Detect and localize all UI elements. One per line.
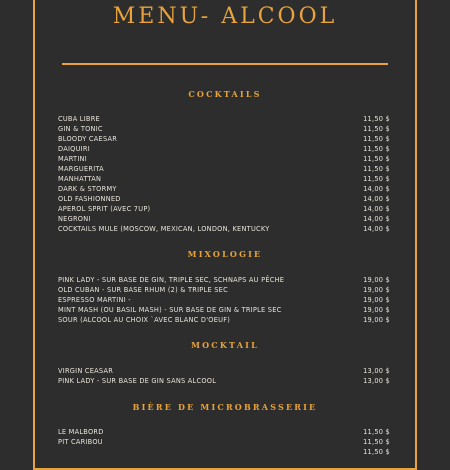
- item-price: 11,50 $: [363, 135, 390, 143]
- section-title-cocktails: COCKTAILS: [188, 89, 262, 99]
- menu-item: [58, 437, 390, 447]
- item-price: 14,00 $: [363, 205, 390, 213]
- menu-item: [58, 315, 390, 325]
- cocktails-list: [58, 114, 390, 234]
- menu-item: [58, 204, 390, 214]
- item-price: 13,00 $: [363, 367, 390, 375]
- menu-item: [58, 124, 390, 134]
- menu-item: [58, 305, 390, 315]
- item-price: 11,50 $: [363, 428, 390, 436]
- item-name: APEROL SPRIT (AVEC 7UP): [58, 205, 151, 213]
- item-name: PINK LADY - SUR BASE DE GIN, TRIPLE SEC, SCHNAPS AU PÊCHE: [58, 276, 285, 284]
- item-price: 14,00 $: [363, 215, 390, 223]
- menu-item: [58, 447, 390, 457]
- section-title-biere: BIÈRE DE MICROBRASSERIE: [132, 402, 318, 412]
- item-price: 11,50 $: [363, 115, 390, 123]
- item-name: VIRGIN CEASAR: [58, 367, 114, 375]
- item-name: CUBA LIBRE: [58, 115, 100, 123]
- item-name: OLD FASHIONNED: [58, 195, 121, 203]
- item-price: 13,00 $: [363, 377, 390, 385]
- item-name: PIT CARIBOU: [58, 438, 103, 446]
- mixologie-list: [58, 275, 390, 325]
- section-title-mocktail: MOCKTAIL: [191, 340, 259, 350]
- menu-item: [58, 194, 390, 204]
- item-name: LE MALBORD: [58, 428, 104, 436]
- menu-item: [58, 224, 390, 234]
- menu-item: [58, 164, 390, 174]
- item-price: 11,50 $: [363, 125, 390, 133]
- item-name: GIN & TONIC: [58, 125, 103, 133]
- menu-item: [58, 174, 390, 184]
- menu-item: [58, 144, 390, 154]
- mocktail-list: [58, 366, 390, 386]
- item-price: 14,00 $: [363, 185, 390, 193]
- item-price: 11,50 $: [363, 155, 390, 163]
- menu-item: [58, 295, 390, 305]
- item-name: ESPRESSO MARTINI -: [58, 296, 131, 304]
- item-price: 11,50 $: [363, 448, 390, 456]
- item-name: PINK LADY - SUR BASE DE GIN SANS ALCOOL: [58, 377, 217, 385]
- item-name: DARK & STORMY: [58, 185, 117, 193]
- item-price: 14,00 $: [363, 195, 390, 203]
- item-name: SOUR (ALCOOL AU CHOIX `AVEC BLANC D'OEUF): [58, 316, 231, 324]
- menu-item: [58, 275, 390, 285]
- menu-item: [58, 114, 390, 124]
- item-price: 19,00 $: [363, 306, 390, 314]
- menu-border-frame: [33, 0, 417, 470]
- item-price: 19,00 $: [363, 296, 390, 304]
- item-name: DAIQUIRI: [58, 145, 90, 153]
- item-price: 11,50 $: [363, 165, 390, 173]
- item-price: 11,50 $: [363, 438, 390, 446]
- item-name: COCKTAILS MULE (MOSCOW, MEXICAN, LONDON, KENTUCKY: [58, 225, 270, 233]
- menu-item: [58, 184, 390, 194]
- menu-title: MENU- ALCOOL: [112, 4, 338, 29]
- section-title-mixologie: MIXOLOGIE: [187, 249, 263, 259]
- item-name: BLOODY CAESAR: [58, 135, 118, 143]
- item-price: 11,50 $: [363, 175, 390, 183]
- item-name: OLD CUBAN - SUR BASE RHUM (2) & TRIPLE SEC: [58, 286, 228, 294]
- menu-item: [58, 285, 390, 295]
- item-name: MARTINI: [58, 155, 87, 163]
- menu-item: [58, 366, 390, 376]
- item-name: MANHATTAN: [58, 175, 102, 183]
- menu-item: [58, 376, 390, 386]
- item-price: 19,00 $: [363, 286, 390, 294]
- menu-item: [58, 214, 390, 224]
- item-price: 19,00 $: [363, 316, 390, 324]
- title-divider: [62, 63, 388, 65]
- menu-item: [58, 154, 390, 164]
- item-name: MARGUERITA: [58, 165, 104, 173]
- menu-item: [58, 427, 390, 437]
- item-price: 19,00 $: [363, 276, 390, 284]
- menu-item: [58, 134, 390, 144]
- biere-list: [58, 427, 390, 457]
- item-name: NEGRONI: [58, 215, 91, 223]
- item-name: MINT MASH (OU BASIL MASH) - SUR BASE DE GIN & TRIPLE SEC: [58, 306, 282, 314]
- item-price: 14,00 $: [363, 225, 390, 233]
- item-price: 11,50 $: [363, 145, 390, 153]
